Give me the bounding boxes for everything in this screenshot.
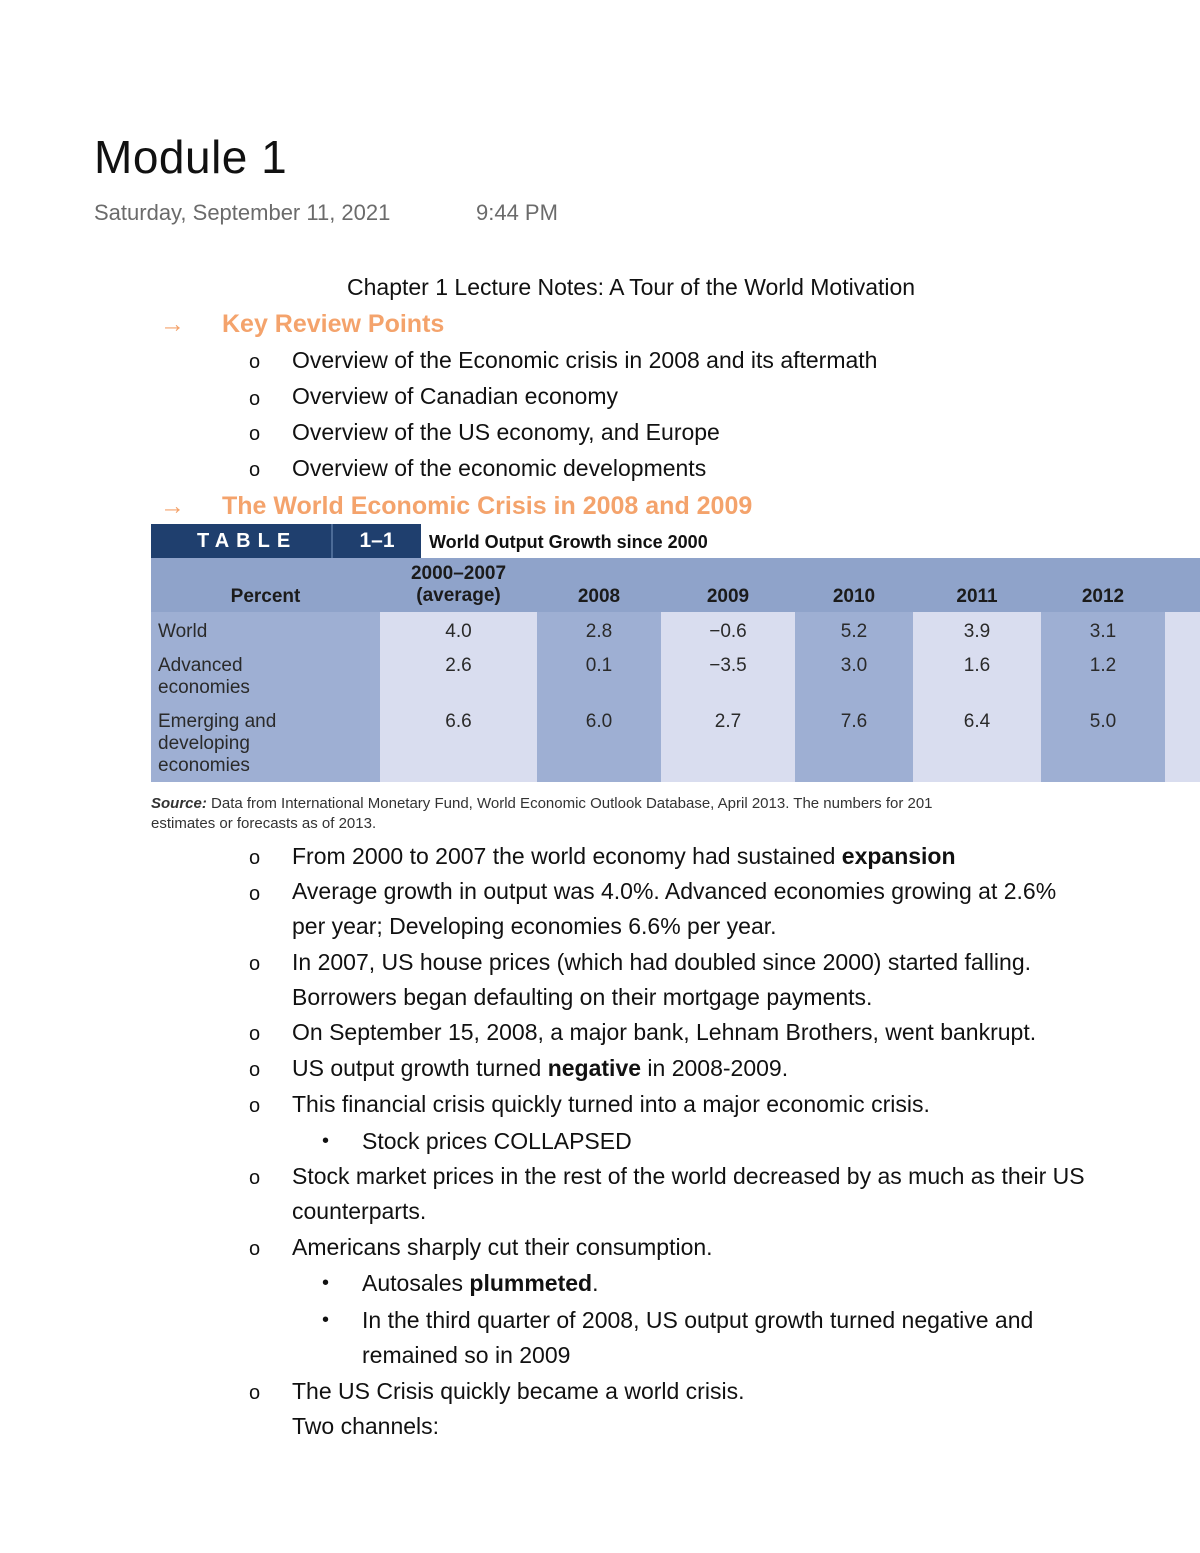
table-body (151, 558, 1200, 782)
table-cell: 0.1 (585, 655, 613, 676)
hollow-bullet-icon: o (249, 1167, 261, 1189)
dot-bullet-icon: • (322, 1130, 330, 1152)
hollow-bullet-icon: o (249, 1382, 261, 1404)
list-item-continued: Borrowers began defaulting on their mortgage payments. (292, 984, 873, 1010)
list-item: Americans sharply cut their consumption. (292, 1234, 713, 1260)
section-heading-key-review (160, 310, 444, 339)
list-item: On September 15, 2008, a major bank, Lehnam Brothers, went bankrupt. (292, 1019, 1037, 1045)
table-cell: 3.0 (840, 655, 868, 676)
column-header-2009: 2009 (706, 586, 750, 607)
list-item: This financial crisis quickly turned into a major economic crisis. (292, 1091, 930, 1117)
sub-list-item: Stock prices COLLAPSED (362, 1128, 632, 1154)
column-header-average: (average) (416, 585, 501, 606)
hollow-bullet-icon: o (249, 351, 261, 373)
hollow-bullet-icon: o (249, 423, 261, 445)
list-item: In 2007, US house prices (which had doubled since 2000) started falling. (292, 949, 1032, 975)
row-label-emerging: Emerging and developing economies (158, 711, 277, 776)
sub-list-item: In the third quarter of 2008, US output growth turned negative and (362, 1307, 1034, 1333)
table-cell: 5.0 (1089, 711, 1117, 732)
hollow-bullet-icon: o (249, 388, 261, 410)
arrow-icon: → (160, 310, 185, 338)
table-cell: 6.4 (963, 711, 991, 732)
dot-bullet-icon: • (322, 1272, 330, 1294)
hollow-bullet-icon: o (249, 953, 261, 975)
list-item: Stock market prices in the rest of the world decreased by as much as their US (292, 1163, 1085, 1189)
arrow-icon: → (160, 492, 185, 520)
hollow-bullet-icon: o (249, 1023, 261, 1045)
table-label: TABLE (151, 524, 331, 558)
hollow-bullet-icon: o (249, 883, 261, 905)
page-date: Saturday, September 11, 2021 (94, 200, 391, 225)
hollow-bullet-icon: o (249, 459, 261, 481)
row-label-advanced: Advanced economies (158, 655, 250, 698)
sub-list-item: Autosales plummeted. (362, 1270, 599, 1296)
column-header-2012: 2012 (1081, 586, 1125, 607)
column-header-percent: Percent (230, 586, 301, 607)
table-header-bar (151, 524, 1200, 558)
row-label-world: World (158, 621, 208, 642)
list-item: Average growth in output was 4.0%. Advanced economies growing at 2.6% (292, 878, 1057, 904)
list-item-continued: Two channels: (292, 1413, 440, 1435)
table-cell: 4.0 (445, 621, 472, 642)
table-cell: 2.6 (445, 655, 472, 676)
section-heading-text: The World Economic Crisis in 2008 and 2009 (222, 492, 753, 520)
list-item: The US Crisis quickly became a world crisis. (292, 1378, 745, 1404)
list-item: From 2000 to 2007 the world economy had sustained expansion (292, 843, 956, 869)
table-cell: −0.6 (709, 621, 747, 642)
table-cell: 1.2 (1089, 655, 1117, 676)
column-header-2011: 2011 (956, 586, 998, 607)
section-heading-text: Key Review Points (222, 310, 445, 338)
table-source: Source: Data from International Monetary Fund, World Economic Outlook Database, April 2013. The numbers for 201 estimates or forecasts as of 2013. (151, 795, 933, 832)
table-cell: 2.8 (585, 621, 613, 642)
table-figure (151, 524, 1200, 836)
sub-list-item-continued: remained so in 2009 (362, 1342, 571, 1368)
list-item: US output growth turned negative in 2008-2009. (292, 1055, 789, 1081)
table-cell: 6.6 (445, 711, 472, 732)
table-cell: 3.1 (1089, 621, 1117, 642)
table-cell: 2.7 (714, 711, 742, 732)
hollow-bullet-icon: o (249, 847, 261, 869)
table-cell: 3.9 (963, 621, 991, 642)
section-heading-world-crisis (160, 492, 752, 521)
hollow-bullet-icon: o (249, 1238, 261, 1260)
chapter-heading: Chapter 1 Lecture Notes: A Tour of the World Motivation (347, 274, 916, 300)
list-item-continued: per year; Developing economies 6.6% per year. (292, 913, 777, 939)
column-header-2010: 2010 (832, 586, 876, 607)
table-cell: 7.6 (840, 711, 868, 732)
column-header-2000-2007: 2000–2007 (410, 563, 507, 584)
table-number: 1–1 (331, 524, 421, 558)
table-cell: 6.0 (585, 711, 613, 732)
list-item: Overview of the Economic crisis in 2008 and its aftermath (292, 347, 878, 373)
list-item: Overview of the US economy, and Europe (292, 419, 720, 445)
hollow-bullet-icon: o (249, 1095, 261, 1117)
page-title: Module 1 (94, 131, 288, 183)
list-item: Overview of the economic developments (292, 455, 707, 481)
table-cell: −3.5 (709, 655, 747, 676)
table-cell: 5.2 (840, 621, 868, 642)
list-item: Overview of Canadian economy (292, 383, 618, 409)
hollow-bullet-icon: o (249, 1059, 261, 1081)
column-header-2008: 2008 (577, 586, 621, 607)
dot-bullet-icon: • (322, 1309, 330, 1331)
table-title: World Output Growth since 2000 (429, 532, 708, 552)
table-cell: 1.6 (963, 655, 991, 676)
page-time: 9:44 PM (476, 200, 558, 225)
list-item-continued: counterparts. (292, 1198, 427, 1224)
